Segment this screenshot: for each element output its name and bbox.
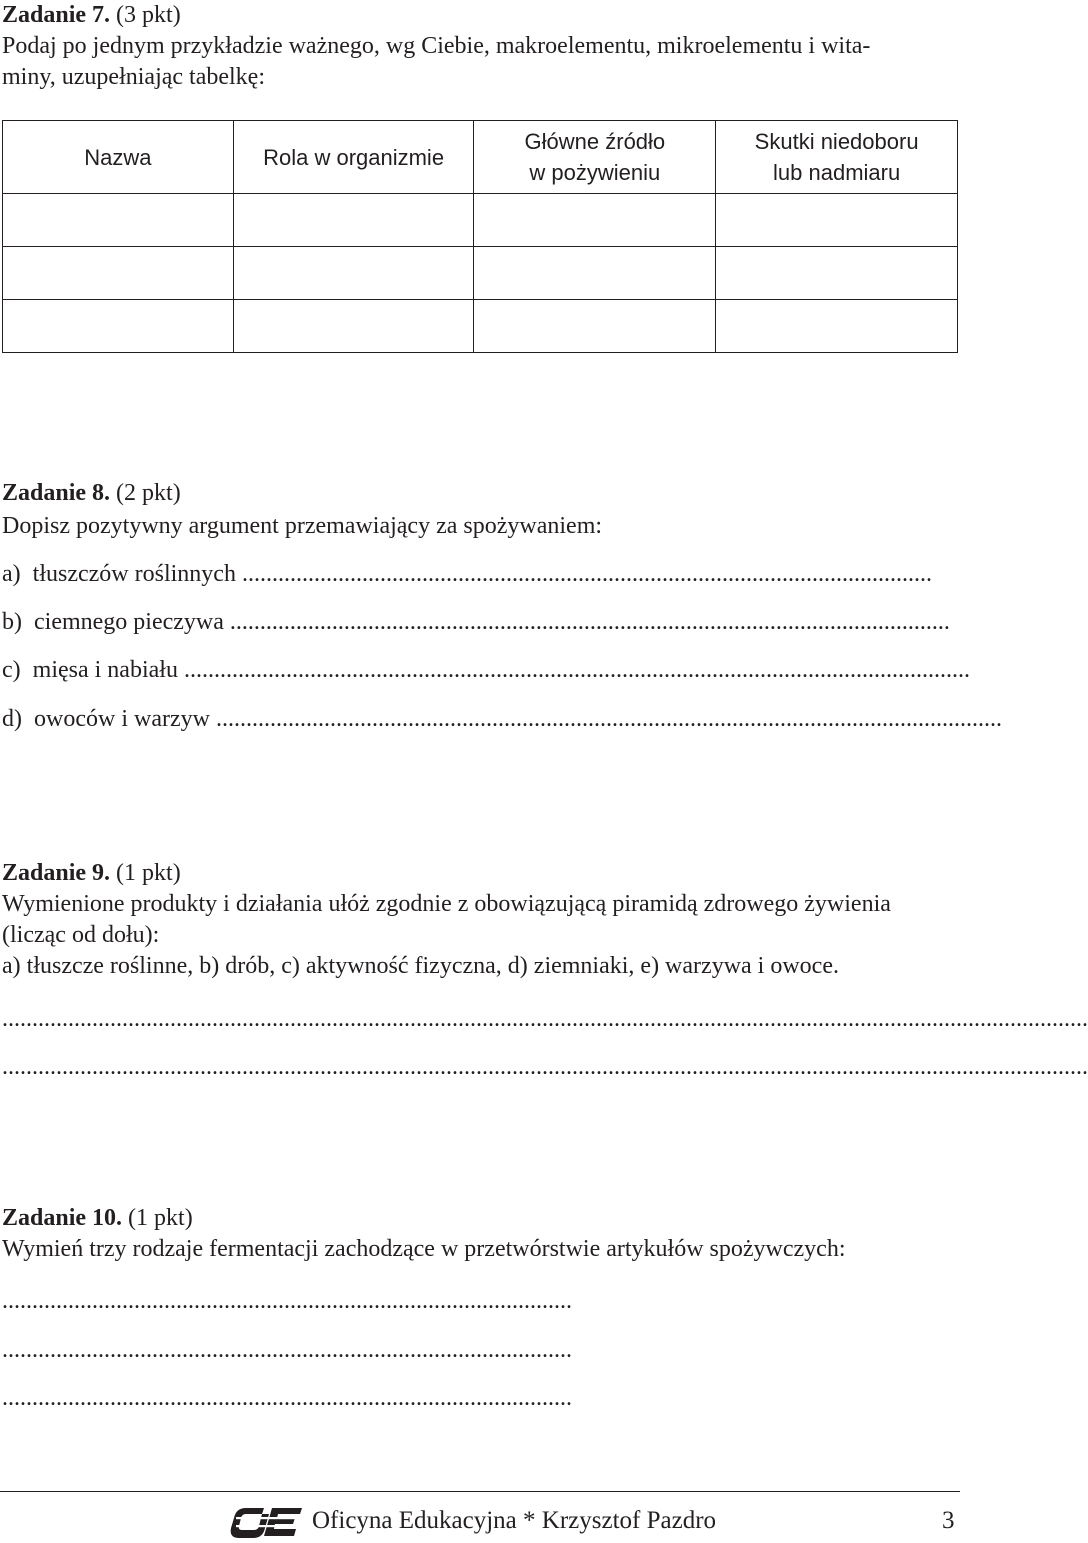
item-letter: b) xyxy=(2,609,22,635)
header-source xyxy=(474,121,716,194)
task10-title: Zadanie 10. xyxy=(2,1205,123,1231)
task10-answer-line-2[interactable]: ............................................................................................... xyxy=(2,1337,572,1363)
item-text: mięsa i nabiału xyxy=(32,657,178,683)
item-letter: a) xyxy=(2,561,21,587)
table-cell[interactable] xyxy=(3,194,234,247)
item-text: owoców i warzyw xyxy=(34,706,210,732)
table-cell[interactable] xyxy=(3,300,234,353)
table-cell[interactable] xyxy=(474,247,716,300)
task7-points: (3 pkt) xyxy=(116,2,181,28)
item-letter: c) xyxy=(2,657,21,683)
footer-rule xyxy=(0,1491,960,1492)
table-cell[interactable] xyxy=(716,300,958,353)
header-effects-line2: lub nadmiaru xyxy=(773,160,901,185)
answer-dots: ................................................................................................................................... xyxy=(209,706,1002,732)
table-row xyxy=(3,300,958,353)
task9-options: a) tłuszcze roślinne, b) drób, c) aktywność fizyczna, d) ziemniaki, e) warzywa i owoce. xyxy=(2,953,839,979)
table-cell[interactable] xyxy=(716,194,958,247)
task8-item-b[interactable] xyxy=(2,607,956,637)
task9-points: (1 pkt) xyxy=(116,860,181,886)
task9-answer-line-2[interactable]: ..................................................................................................................................................................................... xyxy=(2,1054,1088,1080)
task10-points: (1 pkt) xyxy=(128,1205,193,1231)
task8-heading xyxy=(2,478,181,508)
task8-item-a[interactable] xyxy=(2,559,956,589)
task9-answer-line-1[interactable]: ..................................................................................................................................................................................... xyxy=(2,1006,1088,1032)
task7-heading xyxy=(2,0,181,30)
answer-dots: ................................................................................................................... xyxy=(235,561,932,587)
task9-heading xyxy=(2,858,181,888)
item-letter: d) xyxy=(2,706,22,732)
task8-item-d[interactable] xyxy=(2,704,1002,734)
answer-dots: ................................................................................................................................... xyxy=(177,657,970,683)
task10-instruction: Wymień trzy rodzaje fermentacji zachodzące w przetwórstwie artykułów spożywczych: xyxy=(2,1236,846,1262)
task7-instruction-line2: miny, uzupełniając tabelkę: xyxy=(2,64,266,90)
header-source-line2: w pożywieniu xyxy=(529,160,661,185)
header-effects-line1: Skutki niedoboru xyxy=(754,129,919,154)
task8-points: (2 pkt) xyxy=(116,480,181,506)
task9-title: Zadanie 9. xyxy=(2,860,111,886)
table-cell[interactable] xyxy=(474,194,716,247)
task9-instruction-line2: (licząc od dołu): xyxy=(2,922,160,948)
table-cell[interactable] xyxy=(233,300,474,353)
table-cell[interactable] xyxy=(716,247,958,300)
table-cell[interactable] xyxy=(233,247,474,300)
item-text: tłuszczów roślinnych xyxy=(32,561,236,587)
task10-answer-line-3[interactable]: ............................................................................................... xyxy=(2,1385,572,1411)
task8-item-c[interactable] xyxy=(2,655,970,685)
task7-instruction-line1: Podaj po jednym przykładzie ważnego, wg Ciebie, makroelementu, mikroelementu i wita- xyxy=(2,33,871,59)
item-text: ciemnego pieczywa xyxy=(34,609,224,635)
task8-title: Zadanie 8. xyxy=(2,480,111,506)
table-header-row xyxy=(3,121,958,194)
header-role: Rola w organizmie xyxy=(233,121,474,194)
table-cell[interactable] xyxy=(474,300,716,353)
task7-table xyxy=(2,120,958,353)
task10-heading xyxy=(2,1203,193,1233)
header-source-line1: Główne źródło xyxy=(524,129,666,154)
table-cell[interactable] xyxy=(233,194,474,247)
header-effects xyxy=(716,121,958,194)
header-name: Nazwa xyxy=(3,121,234,194)
table-row xyxy=(3,194,958,247)
task7-title: Zadanie 7. xyxy=(2,2,111,28)
task9-instruction-line1: Wymienione produkty i działania ułóż zgodnie z obowiązującą piramidą zdrowego żywienia xyxy=(2,891,891,917)
task10-answer-line-1[interactable]: ............................................................................................... xyxy=(2,1288,572,1314)
table-cell[interactable] xyxy=(3,247,234,300)
footer-publisher: Oficyna Edukacyjna * Krzysztof Pazdro xyxy=(312,1507,717,1534)
page-number: 3 xyxy=(942,1507,955,1534)
answer-dots: ........................................................................................................................ xyxy=(223,609,950,635)
publisher-logo-icon xyxy=(234,1502,306,1542)
table-row xyxy=(3,247,958,300)
task8-instruction: Dopisz pozytywny argument przemawiający za spożywaniem: xyxy=(2,513,603,539)
